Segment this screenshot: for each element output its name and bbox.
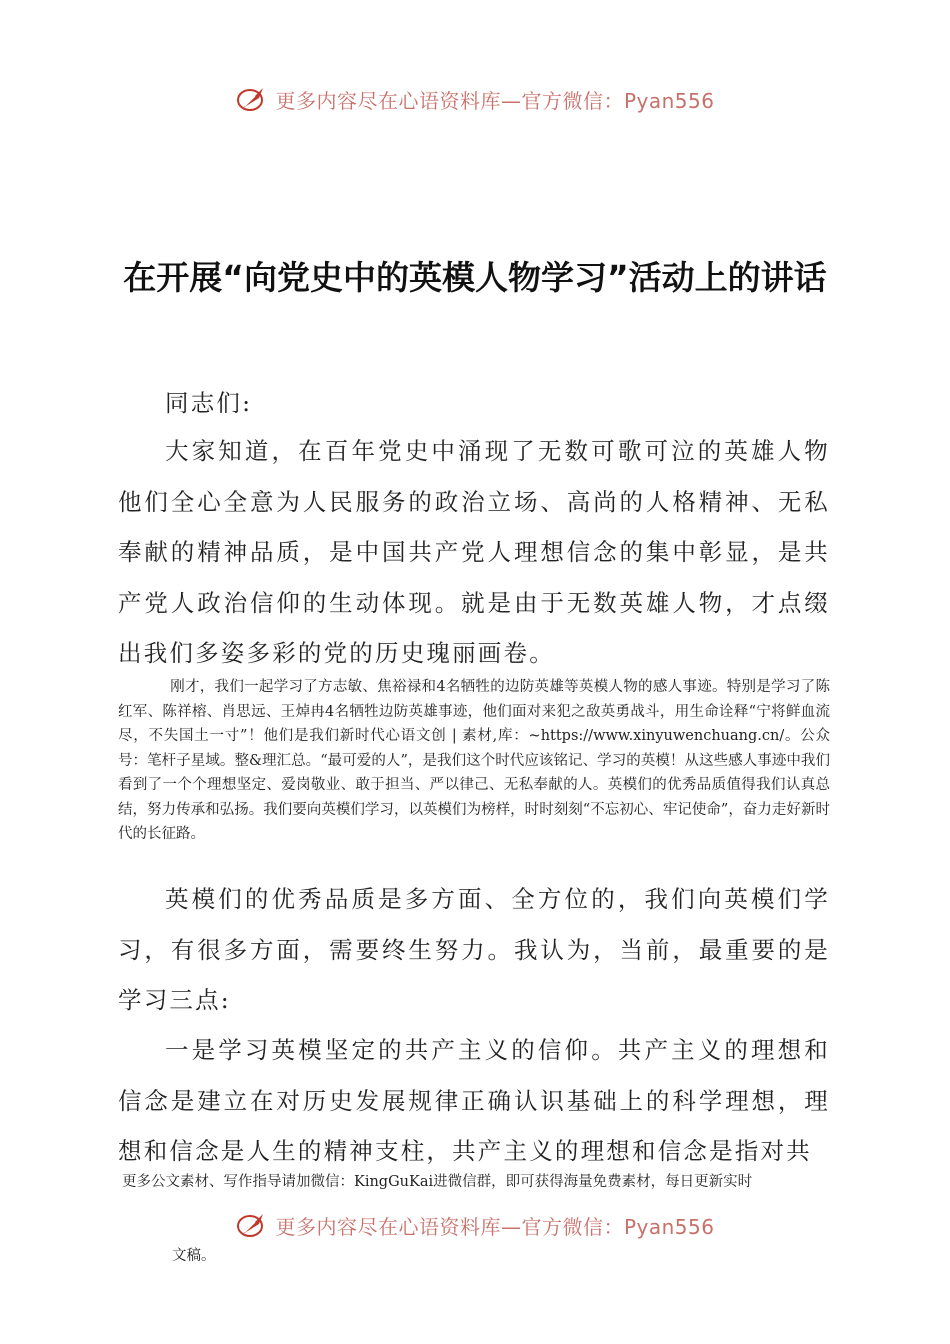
body-paragraph-2: 刚才，我们一起学习了方志敏、焦裕禄和4名牺牲的边防英雄等英模人物的感人事迹。特别是学习了陈红军、陈祥榕、肖思远、王焯冉4名牺牲边防英雄事迹，他们面对来犯之敌英勇战斗，用生命诠释“宁将鲜血流尽，不失国土一寸”！他们是我们新时代心语文创 | 素材,库：~https://www.xinyuwenchuang.cn/。公众号：笔杆子星域。整&理汇总。“最可爱的人”，是我们这个时代应该铭记、学习的英模！从这些感人事迹中我们看到了一个个理想坚定、爱岗敬业、敢于担当、严以律己、无私奉献的人。英模们的优秀品质值得我们认真总结，努力传承和弘扬。我们要向英模们学习，以英模们为榜样，时时刻刻“不忘初心、牢记使命”，奋力走好新时代的长征路。: [118, 679, 830, 842]
watermark-header: [0, 84, 950, 114]
quill-logo-icon: [235, 1210, 269, 1240]
footer-note: 更多公文素材、写作指导请加微信：KingGuKai进微信群，即可获得海量免费素材，每日更新实时: [122, 1174, 753, 1190]
body-paragraph-3: 英模们的优秀品质是多方面、全方位的，我们向英模们学习，有很多方面，需要终生努力。我认为，当前，最重要的是学习三点:: [118, 885, 830, 1014]
body-paragraph-4: 一是学习英模坚定的共产主义的信仰。共产主义的理想和信念是建立在对历史发展规律正确认识基础上的科学理想，理想和信念是人生的精神支柱，共产主义的理想和信念是指对共: [118, 1036, 830, 1165]
document-title: 在开展“向党史中的英模人物学习”活动上的讲话: [123, 258, 827, 297]
watermark-text: 更多内容尽在心语资料库—官方微信：Pyan556: [275, 1214, 715, 1239]
footer-tail: 文稿。: [172, 1248, 216, 1264]
salutation: 同志们:: [165, 389, 253, 417]
body-paragraph-1: 大家知道，在百年党史中涌现了无数可歌可泣的英雄人物他们全心全意为人民服务的政治立场、高尚的人格精神、无私奉献的精神品质，是中国共产党人理想信念的集中彰显，是共产党人政治信仰的生动体现。就是由于无数英雄人物，才点缀出我们多姿多彩的党的历史瑰丽画卷。: [118, 437, 830, 667]
watermark-footer: [0, 1210, 950, 1240]
watermark-text: 更多内容尽在心语资料库—官方微信：Pyan556: [275, 88, 715, 113]
quill-logo-icon: [235, 84, 269, 114]
